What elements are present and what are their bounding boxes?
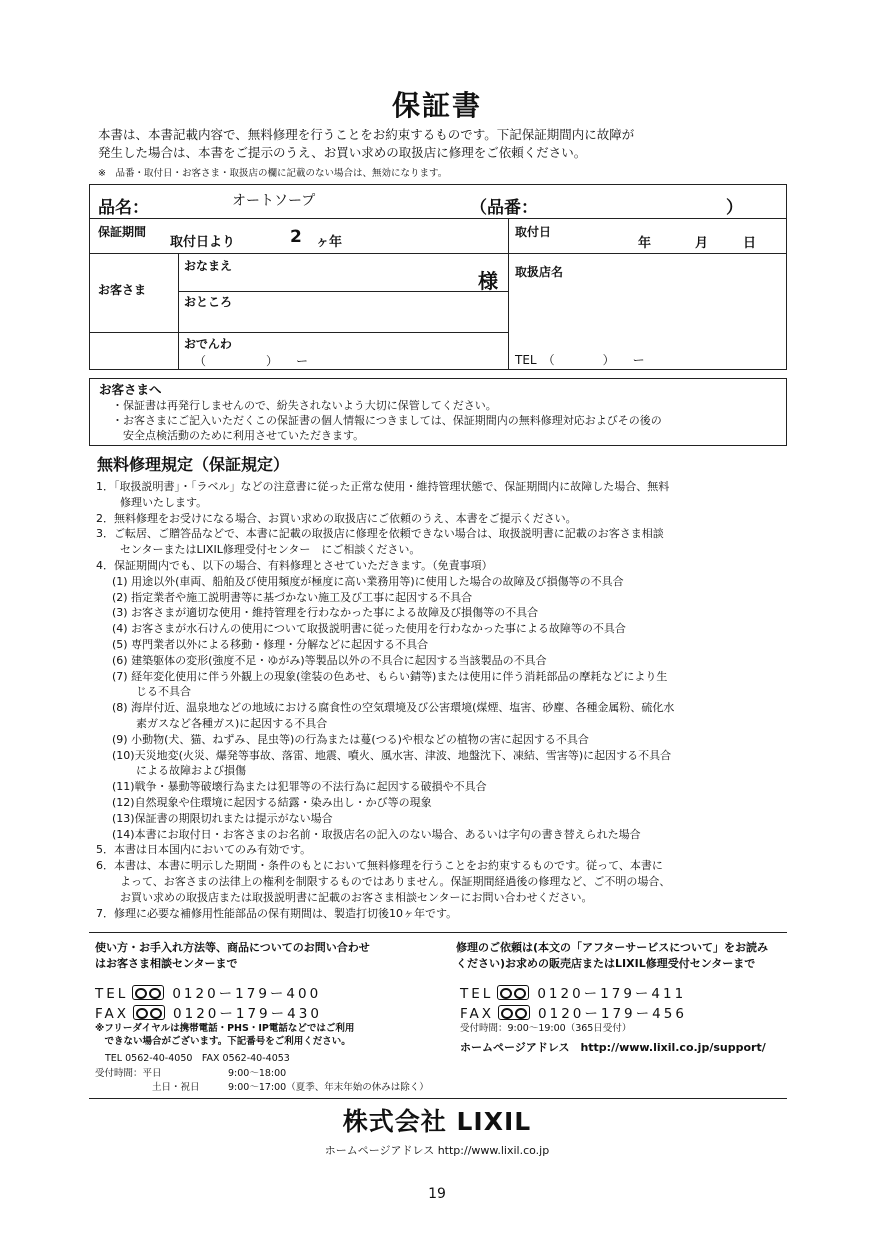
rules-title: 無料修理規定（保証規定） [97, 455, 290, 474]
rule-line: よって、お客さまの法律上の権利を制限するものではありません。保証期間経過後の修理など、ご不明の場合、 [120, 874, 671, 888]
left-contact-heading-2: はお客さま相談センターまで [95, 957, 238, 970]
customer-notice [89, 378, 787, 446]
rule-line: (2) 指定業者や施工説明書等に基づかない施工及び工事に起因する不具合 [112, 590, 473, 604]
page-number: 19 [428, 1186, 446, 1202]
rule-line: (9) 小動物(犬、猫、ねずみ、昆虫等)の行為または蔓(つる)や根などの植物の害に起因する不具合 [112, 732, 589, 746]
customer-label: お客さま [98, 283, 147, 297]
rule-line: 3．ご転居、ご贈答品などで、本書に記載の取扱店に修理を依頼できない場合は、取扱説明書に記載のお客さま相談 [96, 527, 664, 541]
tel-label: TEL [460, 986, 494, 1002]
rule-line: (13)保証書の期限切れまたは提示がない場合 [112, 811, 333, 825]
notice-line: ・お客さまにご記入いただくこの保証書の個人情報につきましては、保証期間内の無料修理対応およびその後の [112, 414, 662, 427]
hours-weekday: 9:00〜18:00 [228, 1068, 287, 1079]
rule-line: (6) 建築躯体の変形(強度不足・ゆがみ)等製品以外の不具合に起因する当該製品の不具合 [112, 653, 547, 667]
left-tel-row [95, 982, 321, 1002]
sama-label: 様 [478, 269, 498, 293]
page-title: 保証書 [391, 89, 482, 122]
dealer-name-label: 取扱店名 [515, 265, 564, 279]
phone-format: （ ） ー [194, 354, 309, 368]
right-hours: 受付時間：9:00〜19:00（365日受付） [460, 1023, 632, 1034]
freedial-icon [497, 985, 529, 1000]
right-tel-number: 0120ー179ー411 [537, 986, 687, 1002]
warranty-form [89, 184, 787, 370]
name-label: おなまえ [184, 259, 233, 273]
rule-line: 7．修理に必要な補修用性能部品の保有期間は、製造打切後10ヶ年です。 [96, 906, 458, 920]
rule-line: (1) 用途以外(車両、船舶及び使用頻度が極度に高い業務用等)に使用した場合の故障及び損傷等の不具合 [112, 574, 624, 588]
company-name: 株式会社 LIXIL [342, 1107, 532, 1136]
notice-line: 安全点検活動のために利用させていただきます。 [112, 429, 365, 442]
rule-line: (8) 海岸付近、温泉地などの地域における腐食性の空気環境及び公害環境(煤煙、塩害、砂塵、各種金属粉、硫化水 [112, 701, 675, 715]
rule-line: センターまたはLIXIL修理受付センター にご相談ください。 [120, 543, 421, 557]
company-url: ホームページアドレス http://www.lixil.co.jp [324, 1144, 550, 1157]
year-label: 年 [638, 236, 652, 251]
left-tel-number: 0120ー179ー400 [172, 986, 322, 1002]
product-label: 品名： [98, 198, 149, 218]
rule-line: (7) 経年変化使用に伴う外観上の現象(塗装の色あせ、もらい錆等)または使用に伴う消耗部品の摩耗などにより生 [112, 669, 668, 683]
rule-line: じる不具合 [136, 685, 191, 699]
rule-line: (10)天災地変(火災、爆発等事故、落雷、地震、噴火、風水害、津波、地盤沈下、凍結、雪害等)に起因する不具合 [112, 748, 672, 762]
freedial-icon [133, 1005, 165, 1020]
hours-holiday-label: 土日・祝日 [152, 1082, 200, 1093]
rule-line: 素ガスなど各種ガス)に起因する不具合 [136, 716, 328, 730]
notice-line: ・保証書は再発行しませんので、紛失されないよう大切に保管してください。 [112, 399, 497, 412]
install-date-label: 取付日 [515, 225, 552, 239]
notice-heading: お客さまへ [99, 382, 162, 397]
rule-line: (11)戦争・暴動等破壊行為または犯罪等の不法行為に起因する破損や不具合 [112, 780, 487, 794]
rule-line: (4) お客さまが水石けんの使用について取扱説明書に従った使用を行わなかった事による故障等の不具合 [112, 622, 626, 636]
rule-line: 5．本書は日本国内においてのみ有効です。 [96, 843, 312, 857]
rule-line: (5) 専門業者以外による移動・修理・分解などに起因する不具合 [112, 637, 429, 651]
rule-line: による故障および損傷 [136, 764, 246, 778]
right-fax-number: 0120ー179ー456 [538, 1006, 687, 1022]
day-label: 日 [743, 236, 757, 251]
right-contact-heading-1: 修理のご依頼は(本文の「アフターサービスについて」をお読み [456, 941, 769, 954]
fax-label: FAX [460, 1006, 495, 1022]
month-label: 月 [695, 236, 709, 251]
freedial-icon [498, 1005, 530, 1020]
address-label: おところ [184, 295, 233, 309]
validity-note: ※ 品番・取付日・お客さま・取扱店の欄に記載のない場合は、無効になります。 [98, 168, 448, 179]
freedial-note-1: ※フリーダイヤルは携帯電話・PHS・IP電話などではご利用 [95, 1023, 355, 1034]
rule-line: 4．保証期間内でも、以下の場合、有料修理とさせていただきます。（免責事項） [96, 558, 493, 572]
part-number-label: （品番： [470, 198, 538, 218]
support-homepage: ホームページアドレス http://www.lixil.co.jp/support/ [460, 1041, 766, 1054]
hours-weekday-label: 受付時間：平日 [95, 1068, 162, 1079]
rule-line: (14)本書にお取付日・お客さまのお名前・取扱店名の記入のない場合、あるいは字句の書き替えられた場合 [112, 827, 641, 841]
fax-label: FAX [95, 1006, 130, 1022]
tel-label: TEL [95, 986, 129, 1002]
rule-line: 6．本書は、本書に明示した期間・条件のもとにおいて無料修理を行うことをお約束するものです。従って、本書に [96, 859, 663, 873]
rule-line: 修理いたします。 [120, 495, 208, 509]
right-tel-row [460, 982, 686, 1002]
rule-line: (3) お客さまが適切な使用・維持管理を行わなかった事による故障及び損傷等の不具合 [112, 606, 539, 620]
freedial-note-2: できない場合がございます。下記番号をご利用ください。 [95, 1036, 351, 1047]
warranty-prefix: 取付日より [170, 235, 236, 250]
hours-holiday: 9:00〜17:00（夏季、年末年始の休みは除く） [228, 1082, 429, 1093]
rule-line: 1．「取扱説明書」・「ラベル」などの注意書に従った正常な使用・維持管理状態で、保証期間内に故障した場合、無料 [96, 480, 670, 493]
dealer-tel: TEL （ ） ー [515, 353, 645, 367]
left-contact-heading-1: 使い方・お手入れ方法等、商品についてのお問い合わせ [95, 941, 370, 954]
product-name: オートソープ [232, 193, 316, 209]
right-contact-heading-2: ください)お求めの販売店またはLIXIL修理受付センターまで [456, 957, 756, 970]
rule-line: 2．無料修理をお受けになる場合、お買い求めの取扱店にご依頼のうえ、本書をご提示ください。 [96, 511, 577, 525]
alt-numbers: TEL 0562-40-4050 FAX 0562-40-4053 [105, 1053, 290, 1064]
part-number-close: ） [726, 198, 743, 218]
warranty-period-label: 保証期間 [98, 225, 147, 239]
rules-list [96, 479, 796, 921]
warranty-years: 2 [290, 227, 302, 247]
left-fax-number: 0120ー179ー430 [173, 1006, 322, 1022]
rule-line: お買い求めの取扱店または取扱説明書に記載のお客さま相談センターにお問い合わせください。 [120, 890, 593, 904]
rule-line: (12)自然現象や住環境に起因する結露・染み出し・かび等の現象 [112, 795, 432, 809]
right-fax-row [460, 1002, 687, 1022]
freedial-icon [132, 985, 164, 1000]
left-fax-row [95, 1002, 322, 1022]
intro-line-1: 本書は、本書記載内容で、無料修理を行うことをお約束するものです。下記保証期間内に故障が [98, 127, 635, 142]
warranty-suffix: ヶ年 [316, 235, 343, 250]
phone-label: おでんわ [184, 337, 232, 351]
intro-line-2: 発生した場合は、本書をご提示のうえ、お買い求めの取扱店に修理をご依頼ください。 [98, 145, 587, 160]
